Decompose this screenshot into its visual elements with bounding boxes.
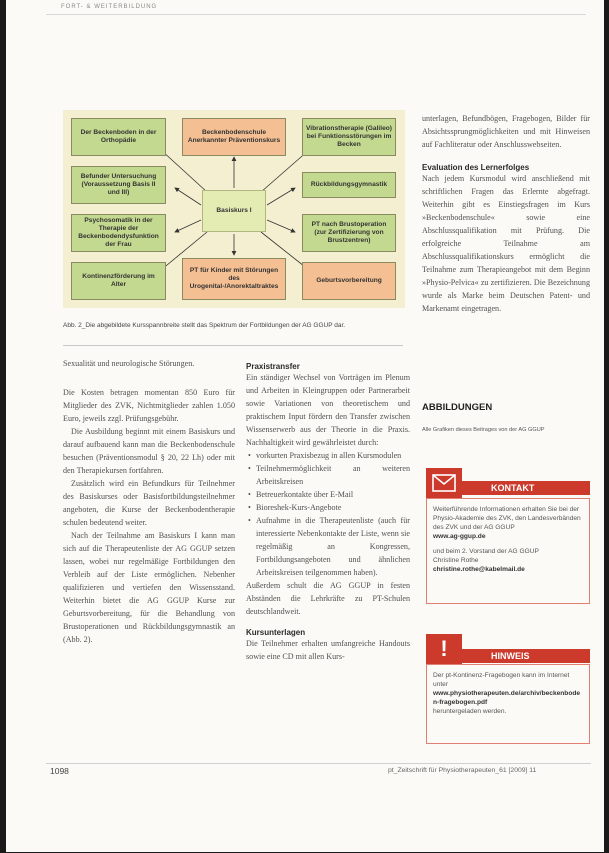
col1-paragraph: Die Ausbildung beginnt mit einem Basiskurs und darauf aufbauend kann man die Beckenbodenschule besuchen (Präventionsmodul § 20, 22 Lh) oder mit den Therapiekursen fortfahren. — [63, 427, 235, 475]
abbildungen-heading: ABBILDUNGEN — [422, 402, 493, 413]
box-brustoperation: PT nach Brustoperation (zur Zertifizierung von Brustzentren) — [302, 214, 396, 252]
box-basiskurs: Basiskurs I — [202, 190, 266, 232]
bullet-list — [246, 449, 410, 579]
exclamation-icon: ! — [426, 634, 462, 664]
box-geburtsvorbereitung: Geburtsvorbereitung — [302, 262, 396, 300]
page — [6, 0, 604, 852]
col3-paragraph: unterlagen, Befundbögen, Fragebogen, Bilder für Absichtssprungmöglichkeiten und mit Hinweisen auf Fachliteratur oder Anschlusswebseiten. — [422, 114, 590, 149]
caption-divider — [63, 345, 403, 346]
contact-name: Christine Rothe — [433, 557, 479, 564]
col2-paragraph: Ein ständiger Wechsel von Vorträgen im Plenum und Arbeiten in Kleingruppen oder Partnerarbeit sowie Variationen von theoretischem und praktischem Input fördern den Transfer zwischen Wissenserwerb aus der Theorie in die Praxis. Nachhaltigkeit wird gewährleistet durch: — [246, 373, 410, 447]
hinweis-text: heruntergeladen werden. — [433, 708, 507, 715]
page-number: 1098 — [50, 766, 69, 776]
kontakt-text: Weiterführende Informationen erhalten Sie bei der Physio-Akademie des ZVK, den Landesverbänden des ZVK und der AG GGUP — [433, 506, 581, 531]
arrow-to-befund — [175, 188, 201, 205]
col2-paragraph: Die Teilnehmer erhalten umfangreiche Handouts sowie eine CD mit allen Kurs- — [246, 639, 410, 661]
col3-paragraph: Nach jedem Kursmodul wird anschließend mit schriftlichen Fragen das Erlernte abgefragt. Weiterhin gibt es Einstiegsfragen im Kurs »Beckenbodenschule« sowie eine Abschlussqualifikation mit Prüfung. Die erfolgreiche Teilnahme am Abschlussqualifikationskurs ermöglicht die Teilnahme zum Therapieangebot mit dem Beginn »Physio-Pelvica« zu zertifizieren. Die Bezeichnung wurde als Marke beim Deutschen Patent- und Markenamt eingetragen. — [422, 174, 590, 313]
figure-diagram — [63, 110, 405, 308]
hinweis-heading: HINWEIS — [451, 649, 590, 663]
arrow-to-orthopaedie — [161, 150, 207, 192]
envelope-icon — [426, 468, 462, 498]
box-befunder-untersuchung: Befunder Untersuchung (Voraussetzung Basis II und III) — [71, 166, 166, 204]
hinweis-text: Der pt-Kontinenz-Fragebogen kann im Internet unter — [433, 672, 570, 688]
list-item: • Bioreshek-Kurs-Angebote — [246, 501, 410, 514]
abbildungen-credit: Alle Grafiken dieses Beitrages von der AG GGUP — [422, 427, 545, 433]
section-heading: Praxistransfer — [246, 362, 300, 371]
col1-paragraph: Zusätzlich wird ein Befundkurs für Teilnehmer des Basiskurses oder Basisfortbildungsteilnehmer angeboten, die Kurse der Beckenbodentherapie schulen bedeutend weiter. — [63, 479, 235, 527]
box-vibrationstherapie: Vibrationstherapie (Galileo) bei Funktionsstörungen im Becken — [302, 118, 396, 156]
kontakt-text: und beim 2. Vorstand der AG GGUP — [433, 548, 539, 555]
col1-paragraph: Sexualität und neurologische Störungen. — [63, 359, 195, 368]
box-psychosomatik: Psychosomatik in der Therapie der Beckenbodendysfunktion der Frau — [71, 214, 166, 252]
column-1 — [63, 357, 235, 646]
list-item: • Aufnahme in die Therapeutenliste (auch für interessierte Nebenkontakte der Liste, wenn sie regelmäßig an Kongressen, Fortbildungsangeboten und ähnlichen Arbeitskreisen teilgenommen haben). — [246, 514, 410, 579]
box-beckenbodenschule: Beckenbodenschule Anerkannter Präventionskurs — [182, 118, 286, 156]
box-kinder: PT für Kinder mit Störungen des Urogenital-/Anorektaltraktes — [182, 258, 286, 300]
fragebogen-link[interactable]: www.physiotherapeuten.de/archiv/beckenboden-fragebogen.pdf — [433, 690, 581, 706]
running-head: FORT- & WEITERBILDUNG — [61, 4, 158, 10]
col1-paragraph: Die Kosten betragen momentan 850 Euro für Mitglieder des ZVK, Nichtmitglieder zahlen 1.050 Euro, jeweils zzgl. Prüfungsgebühr. — [63, 388, 235, 423]
header-divider — [46, 14, 586, 15]
col2-paragraph: Außerdem schult die AG GGUP in festen Abständen die Lehrkräfte zu PT-Schulen deutschlandweit. — [246, 581, 410, 616]
column-3 — [422, 112, 590, 315]
list-item: • Teilnehmermöglichkeit an weiteren Arbeitskreisen — [246, 462, 410, 488]
column-2 — [246, 362, 410, 663]
arrow-to-rueckbildung — [267, 188, 295, 205]
kontakt-website-link[interactable]: www.ag-ggup.de — [433, 533, 486, 540]
kontakt-heading: KONTAKT — [451, 481, 590, 495]
hinweis-box — [426, 664, 590, 744]
journal-footer: pt_Zeitschrift für Physiotherapeuten_61 [2009] 11 — [388, 767, 537, 774]
col1-paragraph: Nach der Teilnahme am Basiskurs I kann man sich auf die Therapeutenliste der AG GGUP setzen lassen, wobei nur regelmäßige Fortbildungen den Verbleib auf der Liste ermöglichen. Nebenher qualifizieren und vertiefen den Wissensstand. Weiterhin bietet die AG GGUP Kurse zur Geburtsvorbereitung, für die Behandlung von Brustoperationen und Rückbildungsgymnastik an (Abb. 2). — [63, 531, 235, 644]
list-item: • vorkurten Praxisbezug in allen Kursmodulen — [246, 449, 410, 462]
arrow-to-brustop — [267, 220, 295, 232]
list-item: • Betreuerkontakte über E-Mail — [246, 488, 410, 501]
box-rueckbildungsgymnastik: Rückbildungsgymnastik — [302, 172, 396, 198]
footer-divider — [46, 763, 591, 764]
arrow-to-psychosomatik — [175, 220, 201, 232]
box-kontinenzfoerderung: Kontinenzförderung im Alter — [71, 262, 166, 300]
section-heading: Kursunterlagen — [246, 628, 306, 637]
kontakt-box — [426, 498, 590, 604]
section-heading: Evaluation des Lernerfolges — [422, 163, 530, 172]
box-orthopaedie: Der Beckenboden in der Orthopädie — [71, 118, 166, 156]
contact-email-link[interactable]: christine.rothe@kabelmail.de — [433, 566, 525, 573]
figure-caption: Abb. 2_Die abgebildete Kursspannbreite stellt das Spektrum der Fortbildungen der AG GGUP dar. — [63, 322, 346, 329]
